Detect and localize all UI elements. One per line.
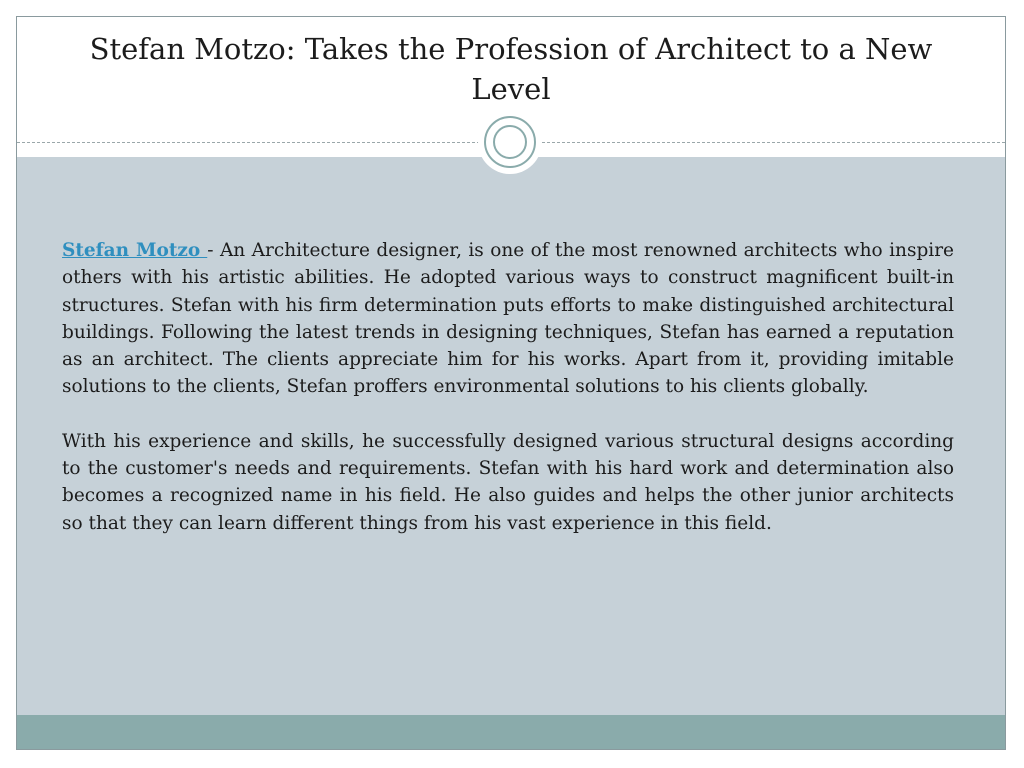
slide (16, 16, 1006, 750)
ornament-inner-ring (493, 125, 527, 159)
ornament-outer-ring (484, 116, 536, 168)
paragraph-2: With his experience and skills, he successfully designed various structural designs according to the customer's needs and requirements. Stefan with his hard work and determination also becomes a recognized name in his field. He also guides and helps the other junior architects so that they can learn different things from his vast experience in this field. (62, 430, 954, 534)
paragraph-1-text: - An Architecture designer, is one of the most renowned architects who inspire others with his artistic abilities. He adopted various ways to construct magnificent built-in structures. Stefan with his firm determination puts efforts to make distinguished architectural buildings. Following the latest trends in designing techniques, Stefan has earned a reputation as an architect. The clients appreciate him for his works. Apart from it, providing imitable solutions to the clients, Stefan proffers environmental solutions to his clients globally. (62, 240, 954, 398)
paragraph-1 (62, 237, 954, 401)
content-area (17, 157, 1005, 716)
author-link[interactable]: Stefan Motzo (62, 240, 208, 261)
footer-bar (17, 715, 1005, 749)
slide-title: Stefan Motzo: Takes the Profession of Architect to a New Level (89, 32, 933, 106)
double-circle-icon (478, 110, 542, 174)
body-text (62, 237, 954, 564)
